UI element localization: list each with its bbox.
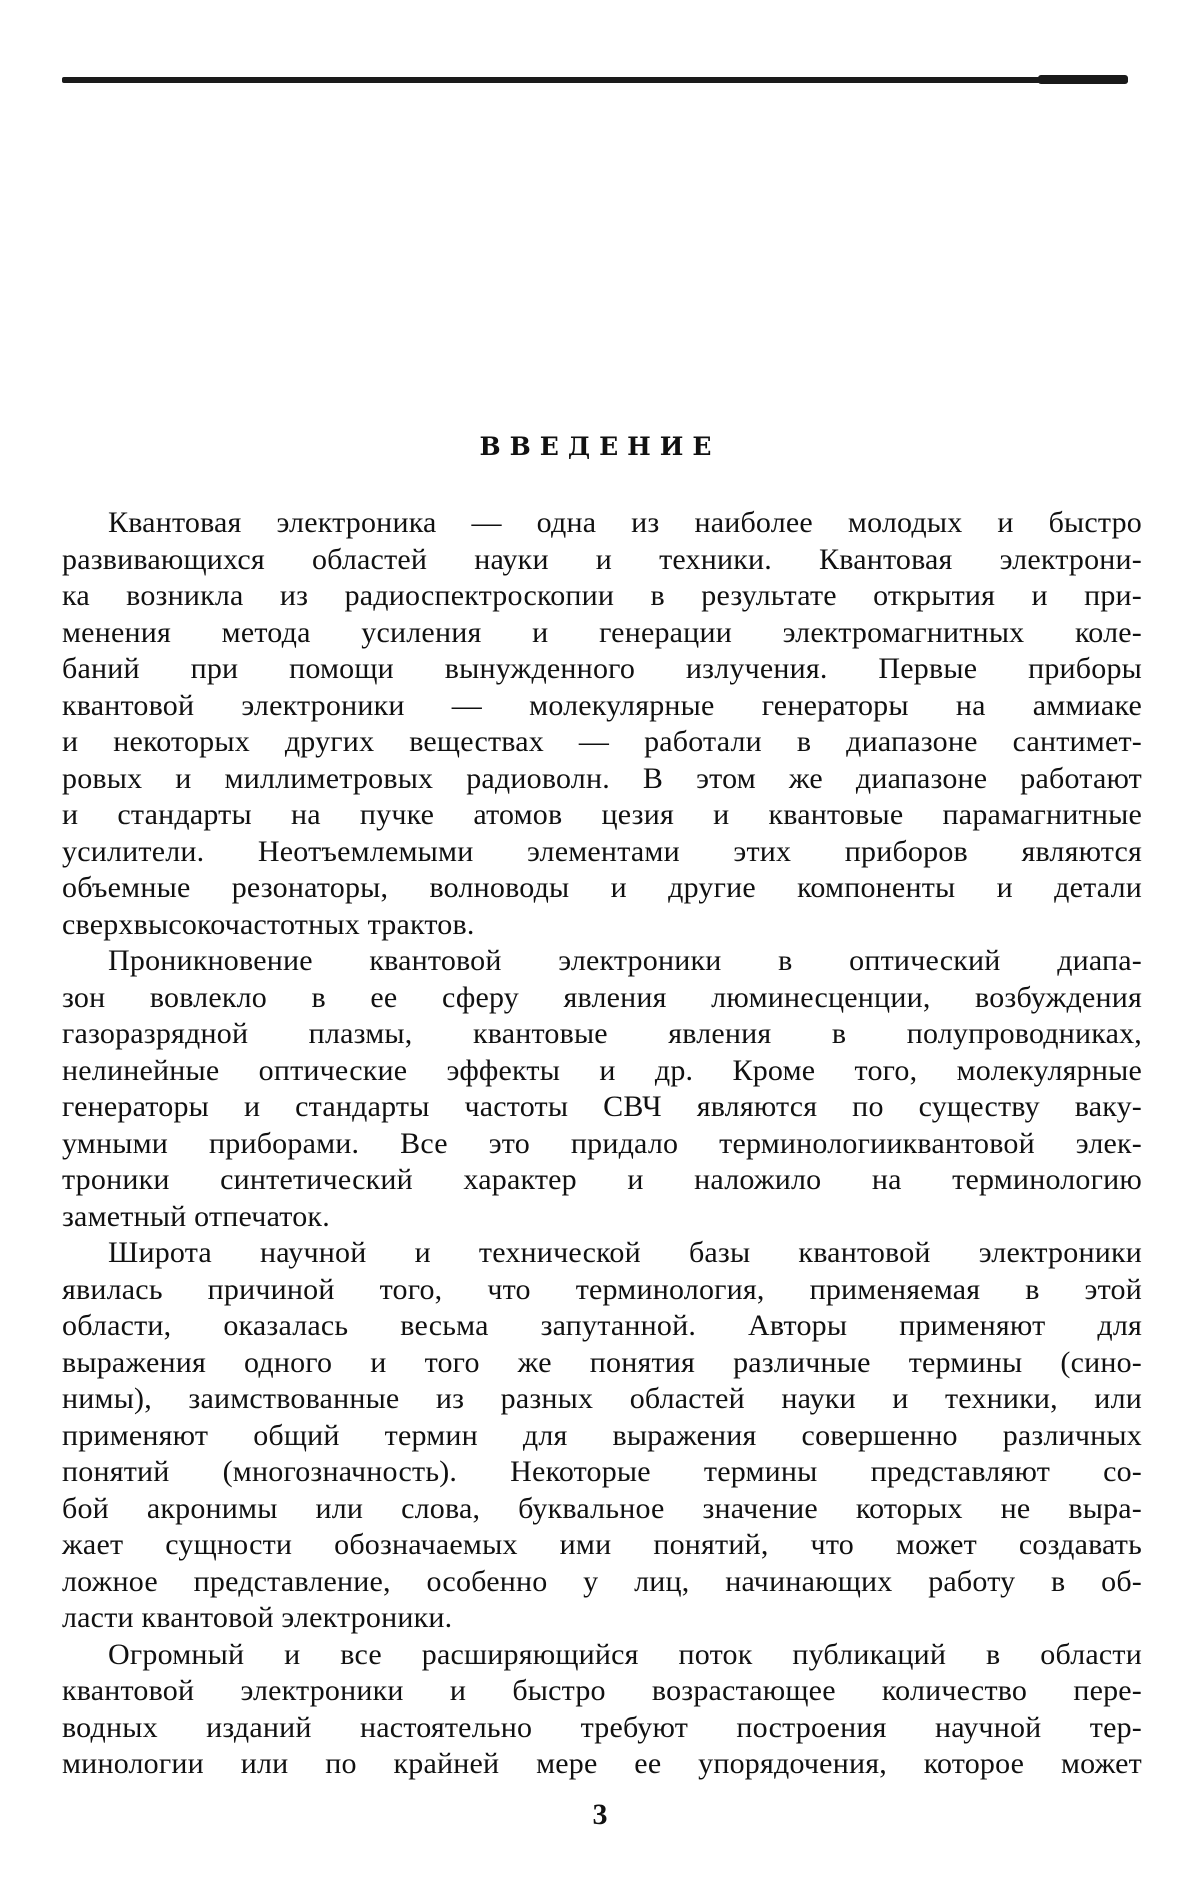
text-line: зон вовлекло в ее сферу явления люминесценции, возбуждения <box>62 980 1142 1014</box>
text-line: троники синтетический характер и наложило на терминологию <box>62 1163 1142 1196</box>
text-line: понятий (многозначность). Некоторые термины представляют со- <box>62 1455 1142 1488</box>
text-line: водных изданий настоятельно требуют построения научной тер- <box>62 1710 1142 1744</box>
text-line: баний при помощи вынужденного излучения. Первые приборы <box>62 652 1142 685</box>
page-number: 3 <box>592 1798 608 1831</box>
text-line: жает сущности обозначаемых ими понятий, что может создавать <box>62 1528 1142 1561</box>
text-line: явилась причиной того, что терминология, применяемая в этой <box>62 1272 1142 1306</box>
text-line: ласти квантовой электроники. <box>62 1601 453 1634</box>
text-line: Проникновение квантовой электроники в оптический диапа- <box>108 944 1142 977</box>
text-line: умными приборами. Все это придало терминологииквантовой элек- <box>62 1126 1142 1160</box>
text-line: газоразрядной плазмы, квантовые явления в полупроводниках, <box>62 1017 1142 1050</box>
text-line: развивающихся областей науки и техники. Квантовая электрони- <box>62 542 1142 576</box>
text-line: нимы), заимствованные из разных областей науки и техники, или <box>62 1382 1142 1415</box>
text-line: сверхвысокочастотных трактов. <box>62 907 475 941</box>
paragraph-3 <box>62 1235 1142 1637</box>
text-line: ка возникла из радиоспектроскопии в результате открытия и при- <box>62 579 1142 612</box>
text-line: квантовой электроники — молекулярные генераторы на аммиаке <box>62 688 1142 722</box>
text-line: и стандарты на пучке атомов цезия и квантовые парамагнитные <box>62 798 1142 831</box>
text-line: бой акронимы или слова, буквальное значение которых не выра- <box>62 1491 1142 1525</box>
text-line: усилители. Неотъемлемыми элементами этих приборов являются <box>62 834 1142 868</box>
chapter-heading: ВВЕДЕНИЕ <box>479 432 721 461</box>
text-line: менения метода усиления и генерации электромагнитных коле- <box>62 615 1142 649</box>
paragraph-1 <box>62 505 1142 943</box>
text-line: Широта научной и технической базы квантовой электроники <box>108 1236 1142 1269</box>
text-line: объемные резонаторы, волноводы и другие компоненты и детали <box>62 871 1142 904</box>
text-line: квантовой электроники и быстро возрастающее количество пере- <box>62 1674 1142 1707</box>
text-line: и некоторых других веществах — работали в диапазоне сантимет- <box>62 725 1142 758</box>
text-line: применяют общий термин для выражения совершенно различных <box>62 1418 1142 1452</box>
text-line: выражения одного и того же понятия различные термины (сино- <box>62 1345 1142 1379</box>
text-line: Огромный и все расширяющийся поток публикаций в области <box>108 1637 1142 1671</box>
body-text <box>62 505 1142 1783</box>
paragraph-2 <box>62 943 1142 1235</box>
text-line: ложное представление, особенно у лиц, начинающих работу в об- <box>62 1564 1142 1598</box>
top-rule <box>62 77 1128 83</box>
text-line: нелинейные оптические эффекты и др. Кроме того, молекулярные <box>62 1053 1142 1087</box>
text-line: ровых и миллиметровых радиоволн. В этом же диапазоне работают <box>62 761 1142 795</box>
paragraph-4 <box>62 1637 1142 1783</box>
text-line: области, оказалась весьма запутанной. Авторы применяют для <box>62 1309 1142 1342</box>
text-line: минологии или по крайней мере ее упорядочения, которое может <box>62 1747 1142 1780</box>
text-line: заметный отпечаток. <box>62 1199 330 1233</box>
text-line: Квантовая электроника — одна из наиболее молодых и быстро <box>108 506 1142 539</box>
text-line: генераторы и стандарты частоты СВЧ являются по существу ваку- <box>62 1090 1142 1123</box>
